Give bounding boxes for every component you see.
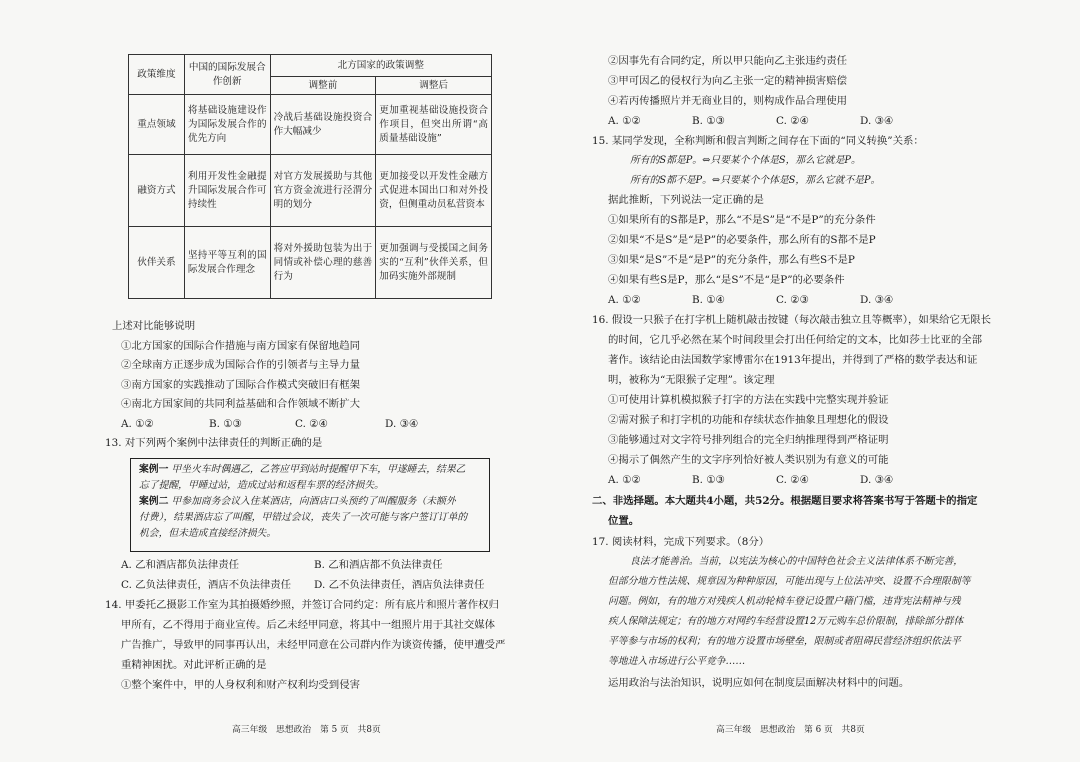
- q14-option-b: B. ①③: [692, 115, 725, 127]
- row-after: 更加重视基础设施投资合作项目，但突出所谓“高质量基础设施”: [376, 95, 492, 155]
- row-before: 对官方发展援助与其他官方资金流进行泾渭分明的划分: [270, 155, 376, 227]
- q14-item: ④若丙传播照片并无商业目的，则构成作品合理使用: [608, 95, 847, 107]
- q13-option-c: C. 乙负法律责任，酒店不负法律责任: [121, 579, 292, 591]
- q16-item: ①可使用计算机模拟猴子打字的方法在实践中完整实现并验证: [608, 394, 889, 406]
- q12-stem: 上述对比能够说明: [112, 320, 196, 332]
- q14-item: ②因事先有合同约定，所以甲只能向乙主张违约责任: [608, 55, 847, 67]
- q17-material-line: 平等参与市场的权利；有的地方设置市场壁垒，限制或者阻碍民营经济组织依法平: [608, 636, 961, 647]
- page-footer: 高三年级 思想政治 第 5 页 共8页: [232, 725, 381, 735]
- q13-option-b: B. 乙和酒店都不负法律责任: [314, 559, 443, 571]
- q16-item: ③能够通过对文字符号排列组合的完全归纳推理得到严格证明: [608, 434, 889, 446]
- header-north: 北方国家的政策调整: [270, 55, 491, 77]
- q15-stem: 15. 某同学发现，全称判断和假言判断之间存在下面的“同义转换”关系：: [592, 135, 924, 147]
- q12-option-a: A. ①②: [121, 418, 154, 430]
- q15-item: ②如果“不是S”是“是P”的必要条件，那么所有的S都不是P: [608, 234, 876, 246]
- q17-material-line: 良法才能善治。当前，以宪法为核心的中国特色社会主义法律体系不断完善，: [630, 556, 964, 567]
- q13-stem: 13. 对下列两个案例中法律责任的判断正确的是: [105, 437, 323, 449]
- row-china: 将基础设施建设作为国际发展合作的优先方向: [184, 95, 270, 155]
- row-before: 冷战后基础设施投资合作大幅减少: [270, 95, 376, 155]
- case-label: 案例二: [139, 496, 169, 507]
- case-line: 忘了提醒，甲睡过站，造成过站和返程车票的经济损失。: [139, 480, 384, 491]
- q15-option-d: D. ③④: [860, 294, 894, 306]
- right-page: [540, 0, 1080, 762]
- row-dimension: 重点领域: [129, 95, 185, 155]
- header-china: 中国的国际发展合作创新: [184, 55, 270, 95]
- q12-item: ②全球南方正逐步成为国际合作的引领者与主导力量: [121, 359, 360, 371]
- q15-option-a: A. ①②: [608, 294, 641, 306]
- q16-line: 16. 假设一只猴子在打字机上随机敲击按键（每次敲击独立且等概率），如果给它无限长: [592, 314, 992, 326]
- q17-material-line: 问题。例如，有的地方对残疾人机动轮椅车登记设置户籍门槛，违背宪法精神与残: [608, 596, 961, 607]
- header-dimension: 政策维度: [129, 55, 185, 95]
- section-two-heading-cont: 位置。: [608, 515, 640, 527]
- table-row: [129, 155, 492, 227]
- q16-line: 的时间，它几乎必然在某个时间段里会打出任何给定的文本，比如莎士比亚的全部: [608, 334, 983, 346]
- header-after: 调整后: [376, 77, 492, 95]
- row-after: 更加强调与受援国之间务实的“互利”伙伴关系，但加码实施外部规制: [376, 227, 492, 299]
- case-line: 案例一 甲坐火车时偶遇乙，乙答应甲到站时提醒甲下车，甲遂睡去，结果乙: [139, 464, 466, 475]
- q12-option-c: C. ②④: [295, 418, 328, 430]
- q15-lead: 据此推断，下列说法一定正确的是: [608, 194, 764, 206]
- q17-question: 运用政治与法治知识，说明应如何在制度层面解决材料中的问题。: [608, 677, 910, 689]
- q13-option-a: A. 乙和酒店都负法律责任: [121, 559, 240, 571]
- q14-option-a: A. ①②: [608, 115, 641, 127]
- q17-material-line: 但部分地方性法规、规章因为种种原因，可能出现与上位法冲突、设置不合理限制等: [608, 576, 971, 587]
- q12-item: ④南北方国家间的共同利益基础和合作领域不断扩大: [121, 398, 360, 410]
- q16-option-d: D. ③④: [860, 474, 894, 486]
- page-footer: 高三年级 思想政治 第 6 页 共8页: [716, 725, 865, 735]
- q16-item: ②需对猴子和打字机的功能和存续状态作抽象且理想化的假设: [608, 414, 889, 426]
- q12-options: [121, 417, 501, 431]
- q14-item: ③甲可因乙的侵权行为向乙主张一定的精神损害赔偿: [608, 75, 847, 87]
- q14-line: 重精神困扰。对此评析正确的是: [121, 659, 267, 671]
- q15-item: ③如果“是S”不是“是P”的充分条件，那么有些S不是P: [608, 254, 855, 266]
- row-dimension: 融资方式: [129, 155, 185, 227]
- q15-option-b: B. ①④: [692, 294, 725, 306]
- case-line: 付费），结果酒店忘了叫醒，甲错过会议，丧失了一次可能与客户签订订单的: [139, 512, 468, 523]
- q14-line: 14. 甲委托乙摄影工作室为其拍摄婚纱照，并签订合同约定：所有底片和照片著作权归: [105, 599, 499, 611]
- q17-stem: 17. 阅读材料，完成下列要求。（8分）: [592, 536, 770, 548]
- row-before: 将对外援助包装为出于同情或补偿心理的慈善行为: [270, 227, 376, 299]
- policy-comparison-table: [128, 54, 492, 299]
- q14-line: 广告推广，导致甲的同事再认出，未经甲同意在公司群内作为谈资传播，使甲遭受严: [121, 639, 506, 651]
- table-header-row: [129, 55, 492, 77]
- row-dimension: 伙伴关系: [129, 227, 185, 299]
- q15-rule: 所有的S都是P。⇔只要某个个体是S，那么它就是P。: [630, 155, 861, 166]
- q16-line: 明，被称为“无限猴子定理”。该定理: [608, 374, 775, 386]
- q16-line: 著作。该结论由法国数学家博雷尔在1913年提出，并得到了严格的数学表达和证: [608, 354, 978, 366]
- q12-option-b: B. ①③: [209, 418, 242, 430]
- q14-option-c: C. ②④: [776, 115, 809, 127]
- q16-options: [608, 473, 968, 487]
- case-box: [130, 458, 490, 552]
- q14-options: [608, 114, 968, 128]
- q16-option-b: B. ①③: [692, 474, 725, 486]
- row-china: 坚持平等互利的国际发展合作理念: [184, 227, 270, 299]
- row-after: 更加接受以开发性金融方式促进本国出口和对外投资，但侧重动员私营资本: [376, 155, 492, 227]
- q16-item: ④揭示了偶然产生的文字序列恰好被人类识别为有意义的可能: [608, 454, 889, 466]
- q17-material-line: 等地进入市场进行公平竞争……: [608, 656, 746, 667]
- q13-option-d: D. 乙不负法律责任，酒店负法律责任: [314, 579, 485, 591]
- q12-item: ③南方国家的实践推动了国际合作模式突破旧有框架: [121, 379, 360, 391]
- q15-options: [608, 293, 968, 307]
- header-before: 调整前: [270, 77, 376, 95]
- q14-line: 甲所有，乙不得用于商业宣传。后乙未经甲同意，将其中一组照片用于其社交媒体: [121, 619, 496, 631]
- q15-rule: 所有的S都不是P。⇔只要某个个体是S，那么它就不是P。: [630, 175, 881, 186]
- case-label: 案例一: [139, 464, 169, 475]
- section-two-heading: 二、非选择题。本大题共4小题，共52分。根据题目要求将答案书写于答题卡的指定: [592, 495, 978, 507]
- row-china: 利用开发性金融提升国际发展合作可持续性: [184, 155, 270, 227]
- case-line: 案例二 甲参加商务会议入住某酒店，向酒店口头预约了叫醒服务（未额外: [139, 496, 456, 507]
- case-line: 机会，但未造成直接经济损失。: [139, 528, 277, 539]
- table-row: [129, 95, 492, 155]
- q15-item: ①如果所有的S都是P，那么“不是S”是“不是P”的充分条件: [608, 214, 876, 226]
- q15-option-c: C. ②③: [776, 294, 809, 306]
- q16-option-a: A. ①②: [608, 474, 641, 486]
- q12-item: ①北方国家的国际合作措施与南方国家有保留地趋同: [121, 340, 360, 352]
- q12-option-d: D. ③④: [385, 418, 419, 430]
- table-row: [129, 227, 492, 299]
- q15-item: ④如果有些S是P，那么“是S”不是“是P”的必要条件: [608, 274, 845, 286]
- q16-option-c: C. ②④: [776, 474, 809, 486]
- q17-material-line: 疾人保障法规定；有的地方对网约车经营设置12万元购车总价限制，排除部分群体: [608, 616, 964, 627]
- q14-option-d: D. ③④: [860, 115, 894, 127]
- q14-item: ①整个案件中，甲的人身权利和财产权利均受到侵害: [121, 679, 360, 691]
